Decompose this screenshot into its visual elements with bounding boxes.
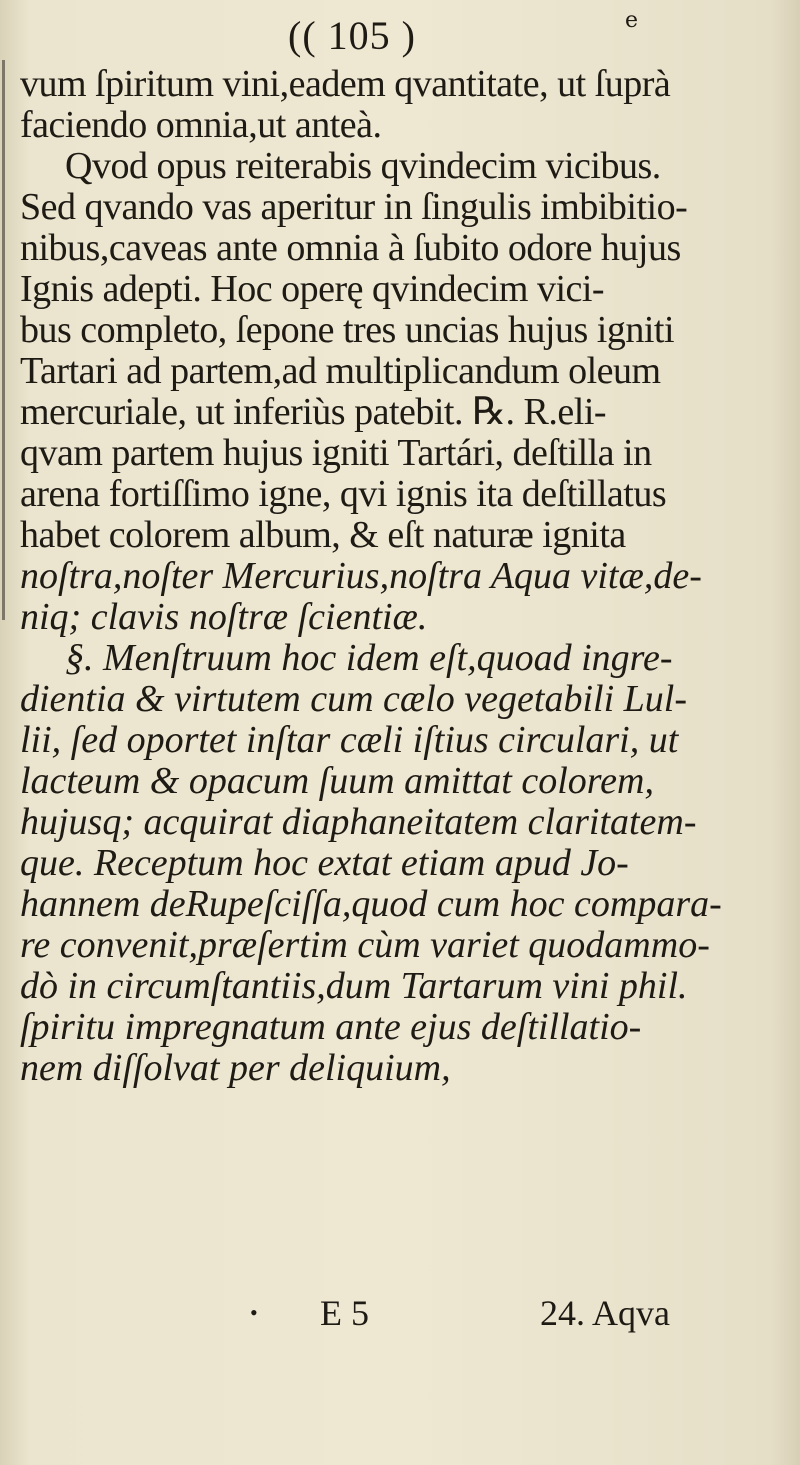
text-line: niq; clavis noſtræ ſcientiæ.	[20, 596, 428, 638]
text-line: ſpiritu impregnatum ante ejus deſtillatio-	[20, 1006, 642, 1048]
text-line: re convenit,præſertim cùm variet quodammo-	[20, 924, 710, 966]
corner-mark: e	[625, 8, 639, 33]
page-footer	[0, 1282, 800, 1342]
text-line: nibus,caveas ante omnia à ſubito odore hujus	[20, 227, 681, 269]
text-line: qvam partem hujus igniti Tartári, deſtilla in	[20, 432, 652, 474]
signature-mark: E 5	[320, 1293, 369, 1333]
text-line: noſtra,noſter Mercurius,noſtra Aqua vitæ,de-	[20, 555, 702, 597]
text-line: bus completo, ſepone tres uncias hujus igniti	[20, 309, 675, 351]
dot-mark: •	[250, 1300, 258, 1325]
text-line: Tartari ad partem,ad multiplicandum oleum	[20, 350, 661, 392]
text-line: Qvod opus reiterabis qvindecim vicibus.	[65, 145, 661, 187]
catchword: 24. Aqva	[540, 1293, 670, 1333]
text-line: Ignis adepti. Hoc operę qvindecim vici-	[20, 268, 605, 310]
text-line: hannem deRupeſciſſa,quod cum hoc compara-	[20, 883, 722, 925]
text-line: vum ſpiritum vini,eadem qvantitate, ut ſuprà	[20, 63, 671, 105]
text-line: mercuriale, ut inferiùs patebit. ℞. R.eli-	[20, 391, 607, 433]
page-header	[0, 8, 800, 68]
body-text	[20, 64, 765, 1089]
text-line: hujusq; acquirat diaphaneitatem claritatem-	[20, 801, 697, 843]
text-line: nem diſſolvat per deliquium,	[20, 1047, 451, 1089]
text-line: faciendo omnia,ut anteà.	[20, 104, 382, 146]
text-line: Sed qvando vas aperitur in ſingulis imbibitio-	[20, 186, 688, 228]
text-line: lii, ſed oportet inſtar cæli iſtius circulari, ut	[20, 719, 679, 761]
gutter-shadow	[2, 60, 5, 620]
text-line: §. Menſtruum hoc idem eſt,quoad ingre-	[65, 637, 673, 679]
text-line: lacteum & opacum ſuum amittat colorem,	[20, 760, 654, 802]
text-line: dò in circumſtantiis,dum Tartarum vini phil.	[20, 965, 688, 1007]
page-number: (( 105 )	[288, 13, 416, 58]
text-line: que. Receptum hoc extat etiam apud Jo-	[20, 842, 629, 884]
text-line: arena fortiſſimo igne, qvi ignis ita deſtillatus	[20, 473, 667, 515]
text-line: habet colorem album, & eſt naturæ ignita	[20, 514, 626, 556]
text-line: dientia & virtutem cum cælo vegetabili Lul-	[20, 678, 687, 720]
